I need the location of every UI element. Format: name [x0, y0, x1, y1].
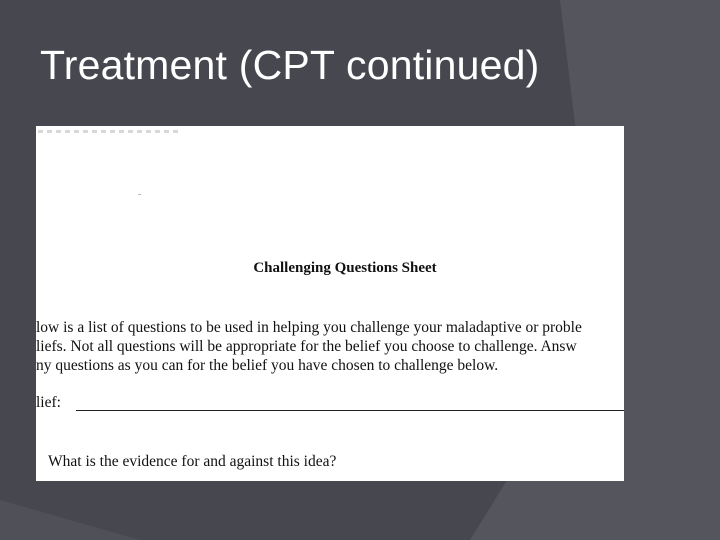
scanned-document — [36, 126, 624, 481]
question-item: What is the evidence for and against this idea? — [48, 453, 337, 470]
slide-title: Treatment (CPT continued) — [40, 42, 540, 88]
scan-artifact — [138, 194, 141, 195]
intro-line: low is a list of questions to be used in helping you challenge your maladaptive or proble — [36, 319, 582, 336]
scan-artifact — [38, 130, 178, 133]
belief-answer-line — [76, 410, 624, 411]
document-heading: Challenging Questions Sheet — [253, 260, 437, 276]
intro-line: liefs. Not all questions will be appropriate for the belief you choose to challenge. Answ — [36, 338, 577, 355]
intro-line: ny questions as you can for the belief you have chosen to challenge below. — [36, 357, 499, 374]
belief-label: lief: — [36, 394, 61, 411]
